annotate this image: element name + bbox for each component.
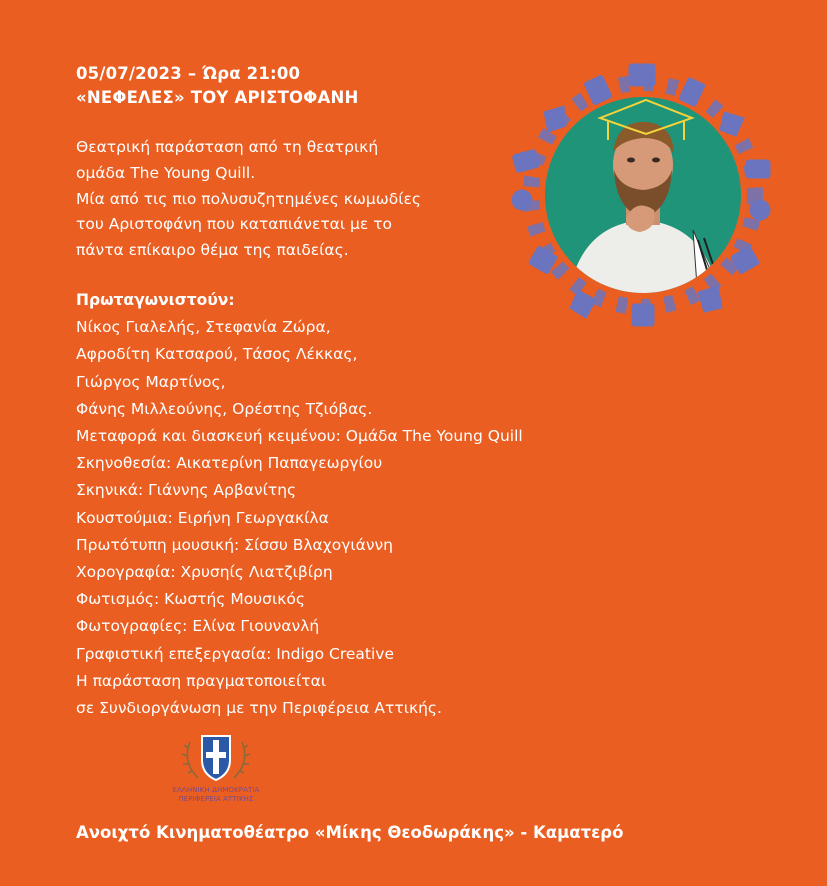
description-line: του Αριστοφάνη που καταπιάνεται με το	[76, 215, 393, 234]
credit-line: Φάνης Μιλλεούνης, Ορέστης Τζιόβας.	[76, 399, 373, 418]
event-date-time: 05/07/2023 – Ώρα 21:00	[76, 64, 301, 83]
credit-line: Γιώργος Μαρτίνος,	[76, 372, 226, 391]
cast-heading: Πρωταγωνιστούν:	[76, 291, 235, 309]
credit-line: Φωτισμός: Κωστής Μουσικός	[76, 590, 305, 609]
credit-line: Γραφιστική επεξεργασία: Indigo Creative	[76, 644, 394, 663]
credit-line: Μεταφορά και διασκευή κειμένου: Ομάδα The Young Quill	[76, 427, 523, 446]
credit-line: σε Συνδιοργάνωση με την Περιφέρεια Αττικής.	[76, 699, 442, 718]
event-header	[76, 62, 359, 110]
region-attica-logo	[168, 726, 264, 808]
credit-line: Αφροδίτη Κατσαρού, Τάσος Λέκκας,	[76, 345, 358, 364]
credit-line: Κουστούμια: Ειρήνη Γεωργακίλα	[76, 508, 329, 527]
logo-text-line: ΠΕΡΙΦΕΡΕΙΑ ΑΤΤΙΚΗΣ	[178, 795, 254, 803]
credits-section	[76, 287, 523, 722]
description-line: ομάδα The Young Quill.	[76, 163, 256, 182]
actor-portrait-illustration	[508, 60, 778, 330]
venue-footer: Ανοιχτό Κινηματοθέατρο «Μίκης Θεοδωράκης» - Καματερό	[76, 823, 624, 842]
credit-line: Σκηνικά: Γιάννης Αρβανίτης	[76, 481, 297, 500]
credit-line: Πρωτότυπη μουσική: Σίσσυ Βλαχογιάννη	[76, 535, 393, 554]
description-line: πάντα επίκαιρο θέμα της παιδείας.	[76, 241, 349, 260]
logo-text-line: ΕΛΛΗΝΙΚΗ ΔΗΜΟΚΡΑΤΙΑ	[172, 786, 260, 794]
event-title: «ΝΕΦΕΛΕΣ» ΤΟΥ ΑΡΙΣΤΟΦΑΝΗ	[76, 88, 359, 107]
description-line: Μία από τις πιο πολυσυζητημένες κωμωδίες	[76, 189, 421, 208]
event-description	[76, 135, 516, 264]
credit-line: Φωτογραφίες: Ελίνα Γιουνανλή	[76, 617, 320, 636]
description-line: Θεατρική παράσταση από τη θεατρική	[76, 138, 379, 156]
credit-line: Η παράσταση πραγματοποιείται	[76, 671, 327, 690]
credit-line: Νίκος Γιαλελής, Στεφανία Ζώρα,	[76, 318, 331, 337]
greek-coat-of-arms-icon	[168, 726, 264, 786]
credit-line: Χορογραφία: Χρυσηίς Λιατζιβίρη	[76, 563, 333, 582]
credit-line: Σκηνοθεσία: Αικατερίνη Παπαγεωργίου	[76, 454, 383, 473]
